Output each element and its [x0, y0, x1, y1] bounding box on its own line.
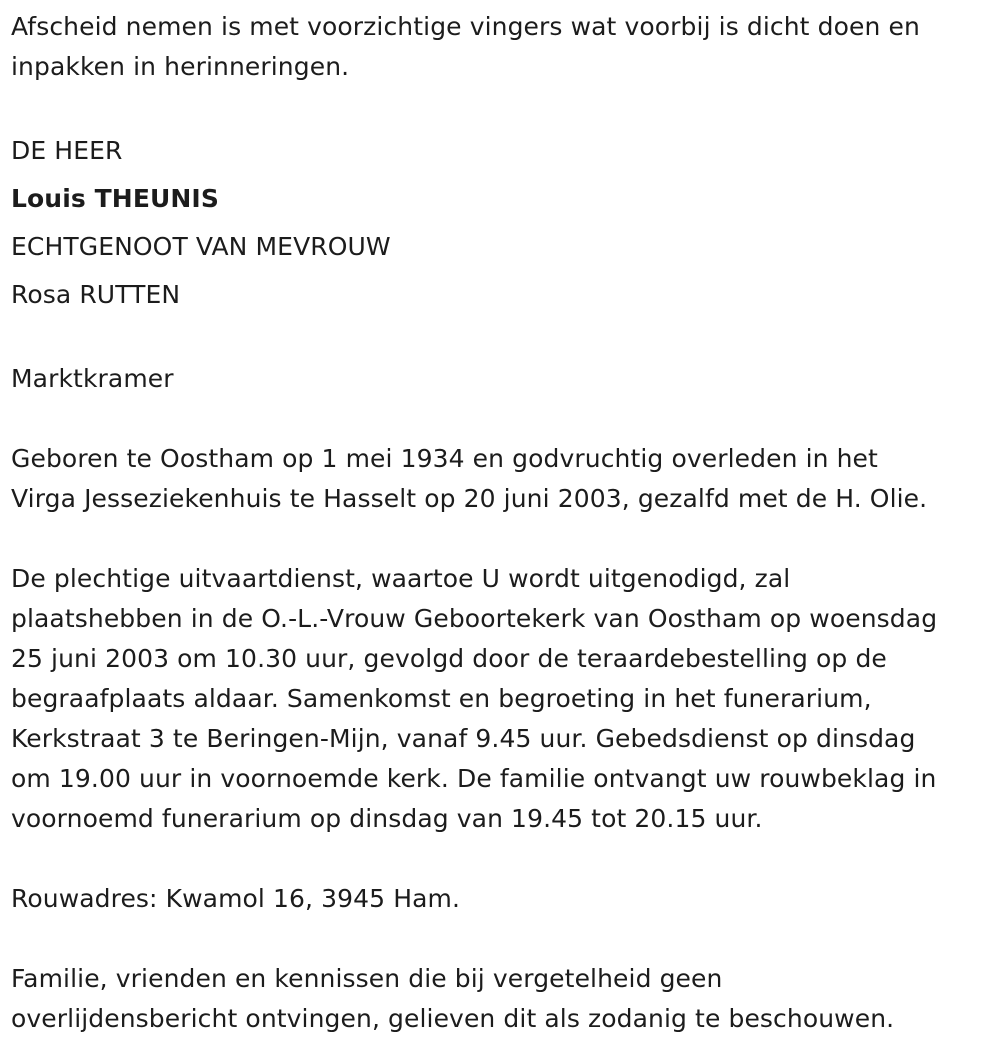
birth-death-paragraph: [11, 439, 996, 519]
deceased-block: [11, 127, 996, 319]
opening-quote: [11, 7, 996, 87]
deceased-name: Louis THEUNIS: [11, 184, 219, 213]
funeral-line: om 19.00 uur in voornoemde kerk. De familie ontvangt uw rouwbeklag in: [11, 764, 937, 793]
spacer: [11, 399, 996, 439]
spacer: [11, 519, 996, 559]
funeral-line: De plechtige uitvaartdienst, waartoe U wordt uitgenodigd, zal: [11, 564, 791, 593]
funeral-paragraph: [11, 559, 996, 839]
spacer: [11, 319, 996, 359]
birth-death-line: Virga Jesseziekenhuis te Hasselt op 20 juni 2003, gezalfd met de H. Olie.: [11, 484, 928, 513]
funeral-line: plaatshebben in de O.-L.-Vrouw Geboortekerk van Oostham op woensdag: [11, 604, 938, 633]
funeral-line: begraafplaats aldaar. Samenkomst en begroeting in het funerarium,: [11, 684, 872, 713]
occupation: Marktkramer: [11, 364, 174, 393]
death-notice: [11, 7, 996, 1039]
spacer: [11, 919, 996, 959]
birth-death-line: Geboren te Oostham op 1 mei 1934 en godvruchtig overleden in het: [11, 444, 878, 473]
funeral-line: voornoemd funerarium op dinsdag van 19.45 tot 20.15 uur.: [11, 804, 763, 833]
deceased-relation: ECHTGENOOT VAN MEVROUW: [11, 232, 391, 261]
spouse-name: Rosa RUTTEN: [11, 280, 181, 309]
funeral-line: 25 juni 2003 om 10.30 uur, gevolgd door de teraardebestelling op de: [11, 644, 887, 673]
mourning-address: Rouwadres: Kwamol 16, 3945 Ham.: [11, 884, 461, 913]
closing-paragraph: [11, 959, 996, 1039]
spacer: [11, 87, 996, 127]
opening-quote-line: Afscheid nemen is met voorzichtige vingers wat voorbij is dicht doen en: [11, 12, 920, 41]
closing-line: overlijdensbericht ontvingen, gelieven dit als zodanig te beschouwen.: [11, 1004, 895, 1033]
deceased-title: DE HEER: [11, 136, 123, 165]
opening-quote-line: inpakken in herinneringen.: [11, 52, 350, 81]
funeral-line: Kerkstraat 3 te Beringen-Mijn, vanaf 9.45 uur. Gebedsdienst op dinsdag: [11, 724, 916, 753]
spacer: [11, 839, 996, 879]
closing-line: Familie, vrienden en kennissen die bij vergetelheid geen: [11, 964, 723, 993]
